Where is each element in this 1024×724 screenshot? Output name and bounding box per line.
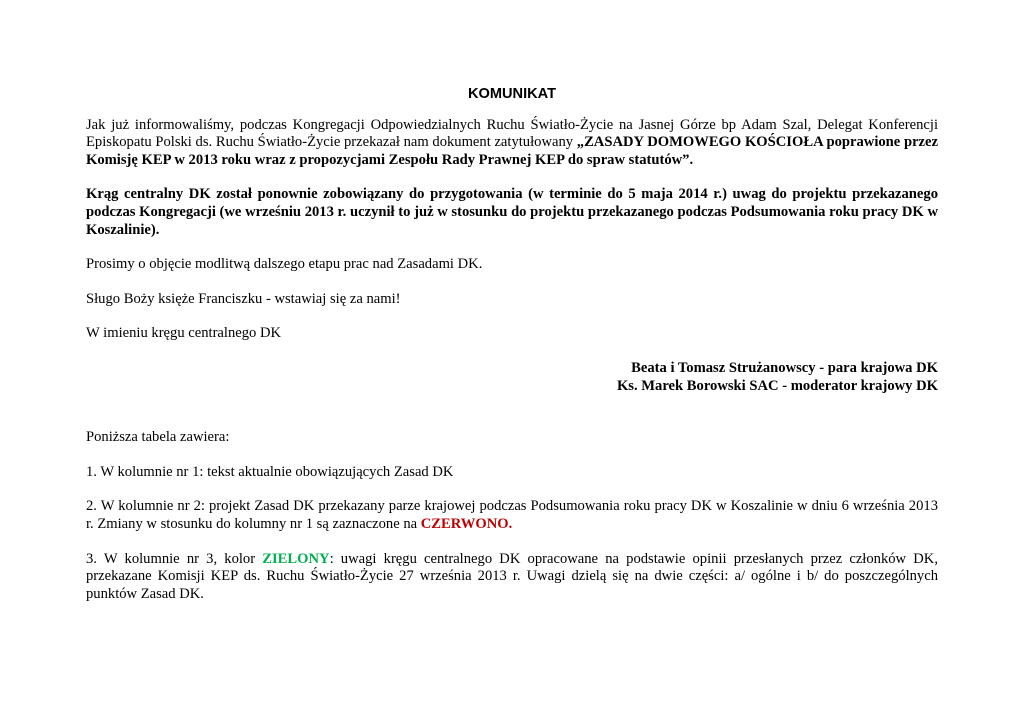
paragraph-prayer: Prosimy o objęcie modlitwą dalszego etapu prac nad Zasadami DK. bbox=[86, 256, 483, 273]
signature-line-1: Beata i Tomasz Strużanowscy - para krajowa DK bbox=[631, 359, 938, 376]
list-item-3-text: : uwagi kręgu centralnego DK opracowane na podstawie opinii przesłanych przez członków DK, przekazane Komisji KEP ds. Ruchu Światło-Życie 27 września 2013 r. Uwagi dzielą się na dwie części: a/ ogólne i b/ do poszczególnych punktów Zasad DK. bbox=[86, 550, 938, 602]
document-title-quote: „ZASADY DOMOWEGO KOŚCIOŁA poprawione przez Komisję KEP w 2013 roku wraz z propozycjami Zespołu Rady Prawnej KEP do spraw statutów”. bbox=[86, 134, 938, 168]
list-item-3 bbox=[86, 551, 938, 604]
paragraph-central-circle: Krąg centralny DK został ponownie zobowiązany do przygotowania (w terminie do 5 maja 2014 r.) uwag do projektu przekazanego podczas Kongregacji (we wrześniu 2013 r. uczynił to już w stosunku do projektu przekazanego podczas Podsumowania roku pracy DK w Koszalinie). bbox=[86, 186, 938, 238]
list-item-2-text: 2. W kolumnie nr 2: projekt Zasad DK przekazany parze krajowej podczas Podsumowania roku pracy DK w Koszalinie w dniu 6 września 2013 r. Zmiany w stosunku do kolumny nr 1 są zaznaczone na bbox=[86, 498, 938, 532]
list-item-2 bbox=[86, 498, 938, 533]
paragraph-invocation: Sługo Boży księże Franciszku - wstawiaj się za nami! bbox=[86, 290, 401, 307]
paragraph-intro bbox=[86, 117, 938, 170]
red-highlight-label: CZERWONO. bbox=[420, 515, 513, 532]
signature-block bbox=[86, 360, 938, 395]
page-title: KOMUNIKAT bbox=[467, 86, 557, 102]
table-intro: Poniższa tabela zawiera: bbox=[86, 429, 230, 446]
list-item-3-prefix: 3. W kolumnie nr 3, kolor bbox=[86, 550, 263, 567]
list-item-1: 1. W kolumnie nr 1: tekst aktualnie obowiązujących Zasad DK bbox=[86, 463, 454, 480]
paragraph-on-behalf: W imieniu kręgu centralnego DK bbox=[86, 325, 282, 342]
document-body bbox=[86, 86, 938, 603]
paragraph-intro-text: Jak już informowaliśmy, podczas Kongregacji Odpowiedzialnych Ruchu Światło-Życie na Jasnej Górze bp Adam Szal, Delegat Konferencji Episkopatu Polski ds. Ruchu Światło-Życie przekazał nam dokument zatytułowany bbox=[86, 116, 938, 151]
green-highlight-label: ZIELONY bbox=[262, 550, 330, 567]
signature-line-2: Ks. Marek Borowski SAC - moderator krajowy DK bbox=[616, 377, 938, 394]
